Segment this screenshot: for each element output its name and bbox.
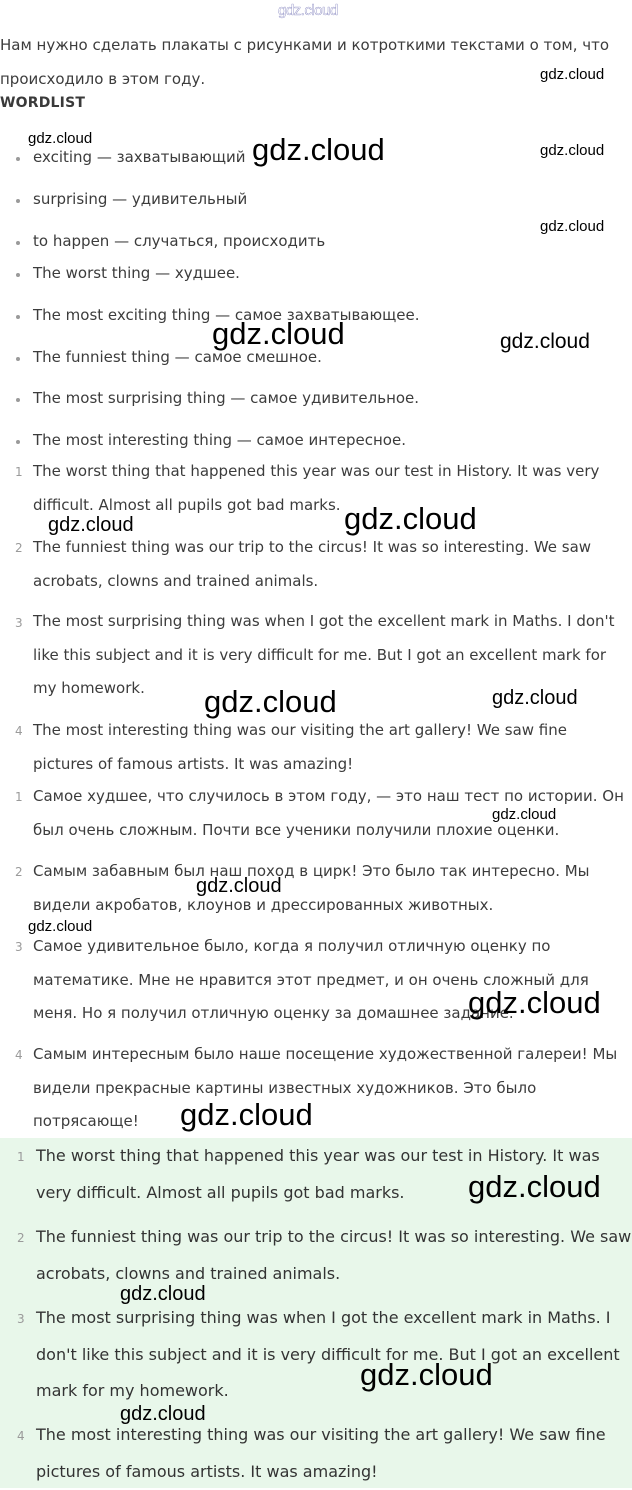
bullet-icon	[16, 157, 20, 161]
watermark: gdz.cloud	[500, 330, 590, 353]
watermark: gdz.cloud	[120, 1403, 206, 1425]
list-number: 3	[15, 616, 23, 630]
watermark: gdz.cloud	[28, 130, 93, 147]
answer-paragraph-ru: Самым интересным было наше посещение художественной галереи! Мы видели прекрасные картины известных художников. Это было потрясающе!	[33, 1045, 618, 1130]
watermark: gdz.cloud	[28, 918, 93, 935]
bullet-icon	[16, 440, 20, 444]
list-number: 4	[15, 1048, 23, 1062]
wordlist-item: The most exciting thing — самое захватывающее.	[33, 306, 420, 324]
watermark: gdz.cloud	[360, 1357, 493, 1392]
wordlist-item: surprising — удивительный	[33, 190, 248, 208]
watermark: gdz.cloud	[48, 514, 134, 536]
watermark: gdz.cloud	[540, 142, 605, 159]
answer-paragraph-ru: Самое удивительное было, когда я получил отличную оценку по математике. Мне не нравится этот предмет, и он очень сложный для меня. Но я получил отличную оценку за домашнее задание.	[33, 937, 589, 1022]
watermark: gdz.cloud	[492, 687, 578, 709]
watermark: gdz.cloud	[492, 806, 557, 823]
answer-paragraph-ru: Самым забавным был наш поход в цирк! Это было так интересно. Мы видели акробатов, клоунов и дрессированных животных.	[33, 862, 590, 914]
highlight-paragraph: The most surprising thing was when I got the excellent mark in Maths. I don't like this subject and it is very difficult for me. But I got an excellent mark for my homework.	[36, 1308, 620, 1400]
wordlist-heading: WORDLIST	[0, 95, 86, 111]
answer-paragraph-en: The most interesting thing was our visiting the art gallery! We saw fine pictures of famous artists. It was amazing!	[33, 721, 567, 773]
watermark: gdz.cloud	[212, 316, 345, 351]
bullet-icon	[16, 273, 20, 277]
bullet-icon	[16, 357, 20, 361]
wordlist-item: The most surprising thing — самое удивительное.	[33, 389, 420, 407]
wordlist-item: The most interesting thing — самое интересное.	[33, 431, 406, 449]
wordlist-item: The funniest thing — самое смешное.	[33, 348, 322, 366]
list-number: 3	[17, 1312, 25, 1326]
list-number: 4	[15, 724, 23, 738]
watermark: gdz.cloud	[180, 1097, 313, 1132]
wordlist-item: exciting — захватывающий	[33, 148, 246, 166]
bullet-icon	[16, 398, 20, 402]
answer-paragraph-en: The most surprising thing was when I got the excellent mark in Maths. I don't like this subject and it is very difficult for me. But I got an excellent mark for my homework.	[33, 612, 615, 697]
bullet-icon	[16, 241, 20, 245]
bullet-icon	[16, 199, 20, 203]
highlight-paragraph: The funniest thing was our trip to the circus! It was so interesting. We saw acrobats, clowns and trained animals.	[36, 1227, 632, 1283]
watermark: gdz.cloud	[120, 1283, 206, 1305]
bullet-icon	[16, 315, 20, 319]
watermark: gdz.cloud	[540, 218, 605, 235]
watermark: gdz.cloud	[468, 985, 601, 1020]
answer-paragraph-ru: Самое худшее, что случилось в этом году, — это наш тест по истории. Он был очень сложным. Почти все ученики получили плохие оценки.	[33, 787, 624, 839]
highlight-paragraph: The worst thing that happened this year was our test in History. It was very difficult. Almost all pupils got bad marks.	[36, 1146, 600, 1202]
answer-paragraph-en: The funniest thing was our trip to the circus! It was so interesting. We saw acrobats, clowns and trained animals.	[33, 538, 592, 590]
list-number: 1	[17, 1150, 25, 1164]
watermark: gdz.cloud	[540, 66, 605, 83]
watermark: gdz.cloud	[468, 1169, 601, 1204]
intro-text: Нам нужно сделать плакаты с рисунками и котроткими текстами о том, что происходило в этом году.	[0, 36, 610, 88]
list-number: 2	[17, 1231, 25, 1245]
watermark: gdz.cloud	[196, 875, 282, 897]
list-number: 3	[15, 940, 23, 954]
list-number: 2	[15, 865, 23, 879]
site-logo[interactable]: gdz.cloud	[278, 2, 338, 19]
wordlist-item: The worst thing — худшее.	[33, 264, 240, 282]
watermark: gdz.cloud	[204, 684, 337, 719]
list-number: 1	[15, 790, 23, 804]
wordlist-item: to happen — случаться, происходить	[33, 232, 326, 250]
list-number: 4	[17, 1429, 25, 1443]
list-number: 1	[15, 465, 23, 479]
watermark: gdz.cloud	[344, 501, 477, 536]
watermark: gdz.cloud	[252, 132, 385, 167]
highlight-paragraph: The most interesting thing was our visiting the art gallery! We saw fine pictures of famous artists. It was amazing!	[36, 1425, 606, 1481]
answer-paragraph-en: The worst thing that happened this year was our test in History. It was very difficult. Almost all pupils got bad marks.	[33, 462, 600, 514]
list-number: 2	[15, 541, 23, 555]
